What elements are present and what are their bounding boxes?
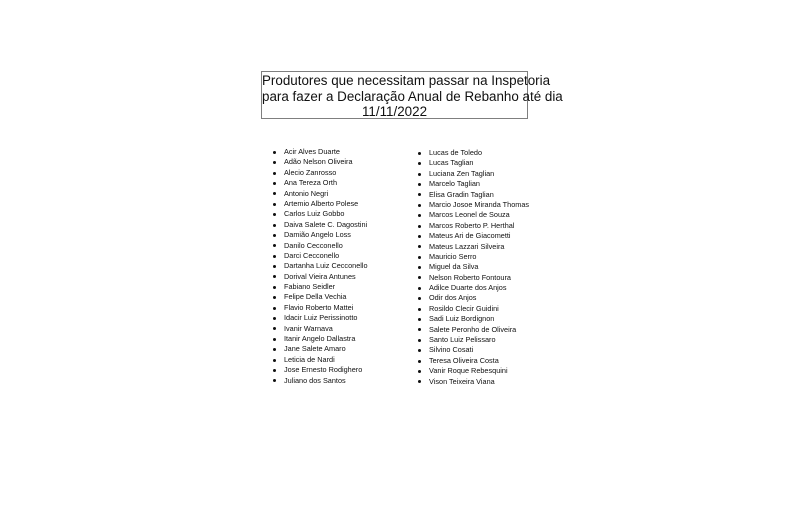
producer-name: Darci Cecconello: [284, 250, 340, 260]
list-item: [271, 168, 368, 178]
list-item: [271, 189, 368, 199]
list-item: [416, 252, 529, 262]
bullet-icon: [418, 360, 421, 363]
bullet-icon: [273, 151, 276, 154]
producer-name: Marcos Leonel de Souza: [429, 210, 510, 220]
bullet-icon: [273, 338, 276, 341]
list-item: [271, 303, 368, 313]
bullet-icon: [273, 307, 276, 310]
bullet-icon: [418, 380, 421, 383]
bullet-icon: [418, 349, 421, 352]
bullet-icon: [273, 182, 276, 185]
list-item: [271, 199, 368, 209]
list-item: [271, 157, 368, 167]
list-item: [416, 273, 529, 283]
list-item: [271, 230, 368, 240]
bullet-icon: [273, 161, 276, 164]
list-item: [416, 221, 529, 231]
producer-name: Itanir Angelo Dallastra: [284, 334, 356, 344]
list-item: [416, 190, 529, 200]
bullet-icon: [418, 318, 421, 321]
producer-name: Mauricio Serro: [429, 251, 477, 261]
producer-name: Nelson Roberto Fontoura: [429, 272, 511, 282]
bullet-icon: [418, 214, 421, 217]
producer-name: Sadi Luiz Bordignon: [429, 314, 495, 324]
list-item: [416, 335, 529, 345]
producer-name: Daiva Salete C. Dagostini: [284, 219, 368, 229]
bullet-icon: [418, 276, 421, 279]
bullet-icon: [418, 193, 421, 196]
producer-name: Santo Luiz Pelissaro: [429, 335, 496, 345]
producer-name: Ana Tereza Orth: [284, 178, 337, 188]
producer-name: Ivanir Warnava: [284, 323, 333, 333]
bullet-icon: [273, 348, 276, 351]
bullet-icon: [418, 173, 421, 176]
bullet-icon: [418, 225, 421, 228]
bullet-icon: [273, 265, 276, 268]
bullet-icon: [418, 245, 421, 248]
producer-name: Antonio Negri: [284, 188, 329, 198]
bullet-icon: [418, 339, 421, 342]
bullet-icon: [273, 213, 276, 216]
bullet-icon: [418, 287, 421, 290]
list-item: [271, 313, 368, 323]
producer-name: Silvino Cosati: [429, 345, 474, 355]
bullet-icon: [418, 370, 421, 373]
list-item: [416, 169, 529, 179]
bullet-icon: [273, 379, 276, 382]
title-line-1: Produtores que necessitam passar na Inspetoria: [262, 73, 551, 88]
list-item: [416, 200, 529, 210]
producer-name: Mateus Lazzari Silveira: [429, 241, 505, 251]
list-item: [416, 377, 529, 387]
list-item: [416, 242, 529, 252]
producer-name: Miguel da Silva: [429, 262, 479, 272]
list-item: [416, 283, 529, 293]
bullet-icon: [273, 286, 276, 289]
list-item: [416, 262, 529, 272]
bullet-icon: [418, 256, 421, 259]
bullet-icon: [418, 235, 421, 238]
producer-name: Adilce Duarte dos Anjos: [429, 283, 507, 293]
producer-name: Alecio Zanrosso: [284, 167, 337, 177]
bullet-icon: [418, 152, 421, 155]
list-item: [416, 356, 529, 366]
list-item: [271, 292, 368, 302]
bullet-icon: [273, 369, 276, 372]
producer-name: Teresa Oliveira Costa: [429, 355, 499, 365]
list-item: [416, 304, 529, 314]
bullet-icon: [418, 328, 421, 331]
list-item: [271, 251, 368, 261]
list-item: [416, 179, 529, 189]
list-item: [271, 178, 368, 188]
list-item: [271, 334, 368, 344]
bullet-icon: [273, 203, 276, 206]
list-item: [271, 365, 368, 375]
list-item: [416, 210, 529, 220]
title-line-3: 11/11/2022: [361, 104, 428, 119]
bullet-icon: [418, 308, 421, 311]
list-item: [271, 282, 368, 292]
producer-name: Juliano dos Santos: [284, 375, 346, 385]
producer-name: Fabiano Seidler: [284, 282, 336, 292]
producer-name: Damião Angelo Loss: [284, 230, 351, 240]
list-item: [416, 345, 529, 355]
list-item: [416, 158, 529, 168]
producer-list-left: [271, 147, 368, 386]
title-line-2: para fazer a Declaração Anual de Rebanho até dia: [262, 88, 563, 104]
bullet-icon: [273, 172, 276, 175]
bullet-icon: [273, 255, 276, 258]
producer-name: Flavio Roberto Mattei: [284, 302, 354, 312]
bullet-icon: [273, 327, 276, 330]
list-item: [416, 325, 529, 335]
producer-name: Rosildo Clecir Guidini: [429, 303, 499, 313]
list-item: [271, 272, 368, 282]
producer-name: Vanir Roque Rebesquini: [429, 366, 508, 376]
bullet-icon: [273, 275, 276, 278]
list-item: [416, 231, 529, 241]
bullet-icon: [418, 297, 421, 300]
bullet-icon: [418, 266, 421, 269]
list-item: [416, 148, 529, 158]
producer-name: Carlos Luiz Gobbo: [284, 209, 345, 219]
list-item: [271, 376, 368, 386]
producer-name: Danilo Cecconello: [284, 240, 343, 250]
producer-name: Luciana Zen Taglian: [429, 168, 495, 178]
producer-name: Elisa Gradin Taglian: [429, 189, 494, 199]
list-item: [271, 344, 368, 354]
list-item: [271, 147, 368, 157]
producer-name: Leticia de Nardi: [284, 354, 335, 364]
list-item: [271, 355, 368, 365]
list-item: [271, 324, 368, 334]
producer-name: Marcio Josoe Miranda Thomas: [429, 199, 530, 209]
bullet-icon: [273, 234, 276, 237]
bullet-icon: [273, 317, 276, 320]
producer-name: Lucas de Toledo: [429, 148, 483, 157]
producer-name: Lucas Taglian: [429, 158, 474, 168]
producer-name: Marcelo Taglian: [429, 179, 480, 189]
list-item: [271, 220, 368, 230]
list-item: [271, 261, 368, 271]
bullet-icon: [418, 204, 421, 207]
title-box: [261, 71, 563, 119]
list-item: [271, 209, 368, 219]
producer-name: Idacir Luiz Perissinotto: [284, 313, 358, 323]
producer-name: Odir dos Anjos: [429, 293, 477, 303]
bullet-icon: [418, 162, 421, 165]
producer-list-right: [416, 148, 529, 387]
producer-name: Mateus Ari de Giacometti: [429, 231, 511, 241]
producer-name: Salete Peronho de Oliveira: [429, 324, 517, 334]
list-item: [416, 366, 529, 376]
list-item: [271, 241, 368, 251]
producer-name: Jane Salete Amaro: [284, 344, 346, 354]
producer-name: Acir Alves Duarte: [284, 147, 340, 156]
list-item: [416, 293, 529, 303]
producer-name: Vison Teixeira Viana: [429, 376, 495, 386]
producer-name: Dorival Vieira Antunes: [284, 271, 356, 281]
bullet-icon: [273, 224, 276, 227]
list-item: [416, 314, 529, 324]
producer-name: Marcos Roberto P. Herthal: [429, 220, 515, 230]
bullet-icon: [273, 359, 276, 362]
producer-name: Jose Ernesto Rodighero: [284, 365, 363, 375]
bullet-icon: [273, 244, 276, 247]
producer-name: Felipe Della Vechia: [284, 292, 347, 302]
producer-name: Artemio Alberto Polese: [284, 198, 359, 208]
bullet-icon: [273, 296, 276, 299]
producer-name: Dartanha Luiz Cecconello: [284, 261, 368, 271]
bullet-icon: [273, 192, 276, 195]
bullet-icon: [418, 183, 421, 186]
producer-name: Adão Nelson Oliveira: [284, 157, 353, 167]
